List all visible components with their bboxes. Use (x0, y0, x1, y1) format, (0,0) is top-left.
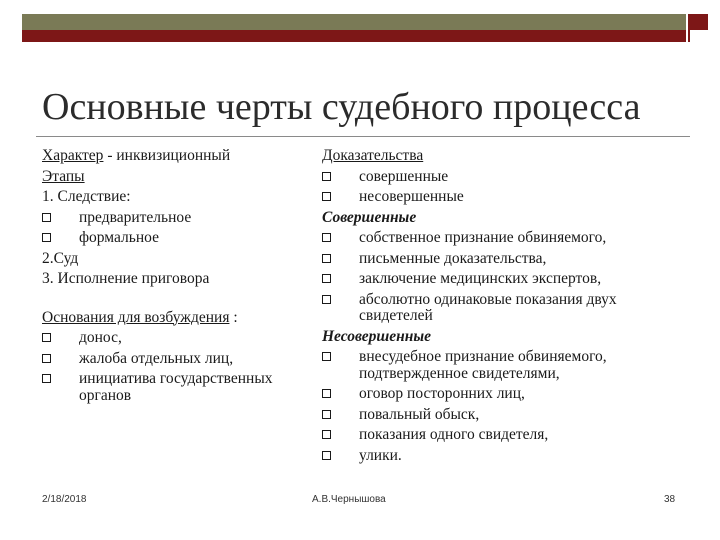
list-item (322, 228, 694, 249)
list-item (322, 446, 694, 467)
list-item (322, 187, 694, 208)
square-bullet-icon (322, 410, 331, 419)
list-item-continuation: свидетелей (359, 307, 433, 324)
list-item (322, 249, 694, 270)
stages-label: Этапы (42, 167, 85, 185)
list-item (42, 349, 312, 370)
perfect-label: Совершенные (322, 208, 417, 226)
list-item-text: письменные доказательства, (359, 249, 547, 267)
imperfect-label: Несовершенные (322, 327, 431, 345)
character-label: Характер (42, 147, 104, 164)
title-divider (36, 136, 690, 137)
list-item (322, 269, 694, 290)
evidence-label: Доказательства (322, 147, 424, 164)
square-bullet-icon (322, 192, 331, 201)
footer-author: А.В.Чернышова (312, 494, 386, 505)
right-column (322, 146, 694, 466)
square-bullet-icon (322, 172, 331, 181)
square-bullet-icon (42, 233, 51, 242)
left-column (42, 146, 312, 406)
list-item-text: улики. (359, 446, 402, 464)
list-item-continuation: органов (79, 386, 132, 404)
list-item (322, 384, 694, 405)
character-text: - инквизиционный (103, 147, 231, 164)
square-bullet-icon (322, 352, 331, 361)
square-bullet-icon (322, 451, 331, 460)
header-corner-inner (688, 30, 708, 42)
grounds-colon: : (229, 308, 238, 326)
square-bullet-icon (42, 333, 51, 342)
stage2-line: 2.Суд (42, 249, 79, 267)
square-bullet-icon (42, 354, 51, 363)
list-item-text: заключение медицинских экспертов, (359, 270, 602, 287)
stage1-line: 1. Следствие: (42, 188, 131, 205)
list-item-continuation: подтвержденное свидетелями, (359, 364, 560, 382)
footer-date: 2/18/2018 (42, 494, 87, 505)
list-item-text: абсолютно одинаковые показания двух (359, 290, 617, 308)
list-item (322, 167, 694, 188)
grounds-label: Основания для возбуждения (42, 308, 230, 326)
list-item-text: формальное (79, 229, 159, 246)
evidence-line (322, 146, 694, 167)
square-bullet-icon (42, 213, 51, 222)
list-item-text: внесудебное признание обвиняемого, (359, 348, 607, 365)
grounds-line (42, 308, 312, 329)
list-item-text: совершенные (359, 167, 449, 185)
square-bullet-icon (322, 295, 331, 304)
list-item-text: несовершенные (359, 188, 464, 205)
stage3-line: 3. Исполнение приговора (42, 270, 210, 287)
list-item-text: донос, (79, 329, 122, 346)
list-item-text: оговор посторонних лиц, (359, 385, 525, 402)
list-item (322, 425, 694, 446)
stages-line (42, 167, 312, 188)
square-bullet-icon (322, 233, 331, 242)
list-item (42, 228, 312, 249)
list-item-text: показания одного свидетеля, (359, 426, 549, 443)
list-item-text: предварительное (79, 208, 192, 226)
list-item (42, 328, 312, 349)
character-line (42, 146, 312, 167)
footer-page-number: 38 (664, 494, 676, 505)
square-bullet-icon (322, 430, 331, 439)
list-item (322, 405, 694, 426)
header-bar-red (22, 30, 686, 42)
list-item-text: собственное признание обвиняемого, (359, 229, 607, 246)
list-item-text: жалоба отдельных лиц, (79, 349, 234, 367)
list-item-text: инициатива государственных (79, 370, 273, 387)
square-bullet-icon (322, 389, 331, 398)
square-bullet-icon (322, 274, 331, 283)
square-bullet-icon (42, 374, 51, 383)
list-item-text: повальный обыск, (359, 405, 480, 423)
square-bullet-icon (322, 254, 331, 263)
list-item (42, 208, 312, 229)
slide-title: Основные черты судебного процесса (42, 86, 641, 128)
